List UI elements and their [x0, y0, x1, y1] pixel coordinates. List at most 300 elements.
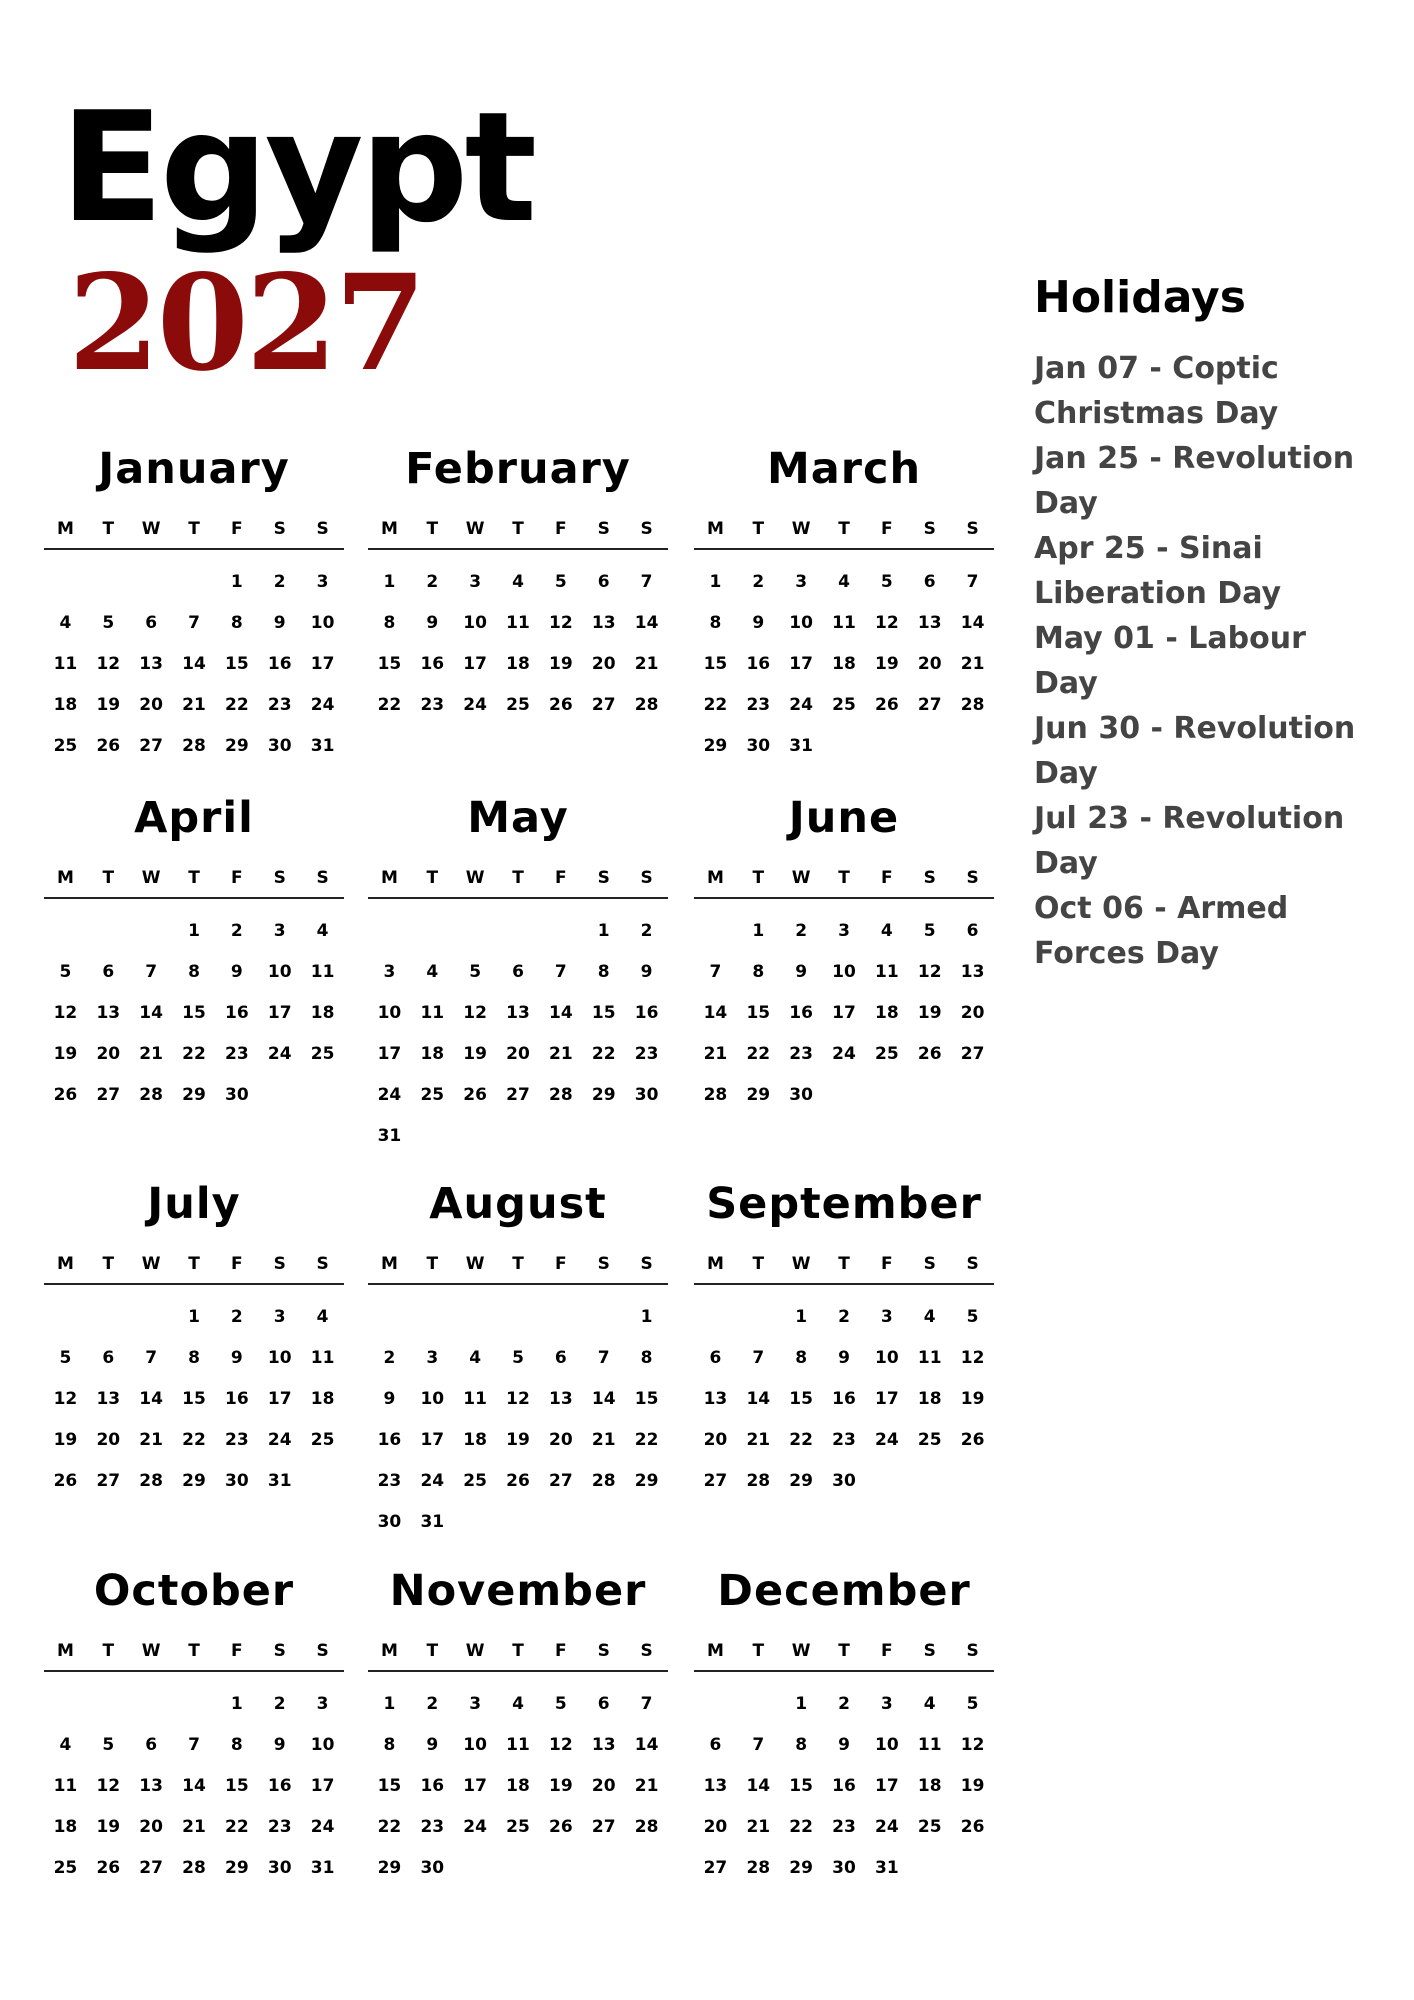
day-cell: 22 — [789, 1430, 813, 1450]
day-cell: 13 — [139, 654, 163, 674]
day-cell: 30 — [225, 1471, 249, 1491]
day-cell: 21 — [182, 1817, 206, 1837]
day-cell: 15 — [789, 1776, 813, 1796]
day-cell: 14 — [703, 1003, 728, 1023]
day-cell: 4 — [59, 613, 72, 633]
day-grid — [368, 1297, 668, 1543]
day-cell: 8 — [188, 962, 200, 982]
day-cell: 26 — [960, 1430, 985, 1450]
day-cell: 29 — [634, 1471, 659, 1491]
weekday-label: F — [231, 1254, 243, 1274]
day-cell: 19 — [96, 1817, 121, 1837]
weekday-label: M — [56, 1641, 74, 1661]
day-cell: 22 — [703, 695, 728, 715]
empty-cell — [539, 1297, 582, 1338]
day-cell: 17 — [875, 1776, 899, 1796]
empty-cell — [694, 1297, 737, 1338]
day-cell: 8 — [795, 1348, 808, 1368]
day-cell: 26 — [96, 736, 121, 756]
weekday-label: S — [966, 868, 979, 888]
month-march — [694, 444, 994, 767]
holiday-item: Jun 30 - Revolution Day — [1034, 711, 1356, 791]
empty-cell — [497, 911, 540, 952]
weekday-label: F — [555, 1641, 567, 1661]
day-cell: 8 — [709, 613, 722, 633]
day-cell: 10 — [875, 1735, 899, 1755]
day-cell: 1 — [188, 921, 200, 941]
weekday-label: F — [881, 1641, 893, 1661]
day-cell: 14 — [139, 1003, 163, 1023]
day-cell: 16 — [225, 1389, 249, 1409]
weekday-label: M — [380, 519, 398, 539]
day-cell: 7 — [188, 1735, 200, 1755]
year-title: 2027 — [68, 246, 424, 401]
weekday-header — [694, 518, 994, 550]
day-cell: 11 — [832, 613, 856, 633]
month-name: November — [389, 1566, 647, 1616]
weekday-label: T — [102, 868, 115, 888]
day-cell: 23 — [420, 695, 445, 715]
day-cell: 6 — [597, 572, 610, 592]
day-cell: 17 — [377, 1044, 402, 1064]
empty-cell — [454, 911, 497, 952]
day-cell: 10 — [789, 613, 813, 633]
day-cell: 17 — [310, 654, 335, 674]
day-cell: 23 — [832, 1817, 856, 1837]
weekday-label: W — [141, 1254, 161, 1274]
day-cell: 10 — [377, 1003, 402, 1023]
weekday-header — [694, 1253, 994, 1285]
weekday-label: F — [555, 519, 567, 539]
day-cell: 18 — [832, 654, 856, 674]
day-cell: 31 — [875, 1858, 899, 1878]
day-cell: 19 — [549, 1776, 573, 1796]
weekday-label: T — [512, 1254, 524, 1274]
day-cell: 18 — [420, 1044, 445, 1064]
day-cell: 11 — [463, 1389, 487, 1409]
day-grid — [694, 562, 994, 767]
day-cell: 12 — [549, 1735, 573, 1755]
day-cell: 15 — [225, 654, 249, 674]
month-january — [44, 444, 344, 767]
month-december — [694, 1566, 994, 1889]
month-february — [368, 444, 668, 726]
day-cell: 5 — [469, 962, 482, 982]
day-cell: 2 — [426, 1694, 439, 1714]
weekday-label: F — [231, 868, 243, 888]
day-cell: 21 — [182, 695, 206, 715]
weekday-label: T — [102, 519, 115, 539]
day-cell: 2 — [273, 1694, 286, 1714]
weekday-label: M — [706, 1641, 724, 1661]
month-name: April — [134, 793, 254, 843]
country-title: Egypt — [60, 79, 534, 256]
day-cell: 2 — [640, 921, 653, 941]
weekday-label: M — [380, 1254, 398, 1274]
day-cell: 16 — [420, 654, 445, 674]
empty-cell — [173, 1684, 216, 1725]
day-cell: 3 — [316, 1694, 329, 1714]
day-cell: 11 — [875, 962, 899, 982]
day-cell: 18 — [875, 1003, 899, 1023]
weekday-header — [44, 1253, 344, 1285]
day-cell: 4 — [316, 921, 329, 941]
day-cell: 23 — [789, 1044, 813, 1064]
day-cell: 12 — [506, 1389, 530, 1409]
day-cell: 27 — [506, 1085, 530, 1105]
day-cell: 6 — [145, 613, 158, 633]
day-cell: 31 — [789, 736, 813, 756]
weekday-label: W — [791, 868, 811, 888]
day-cell: 3 — [383, 962, 396, 982]
holidays-panel — [1034, 272, 1379, 976]
day-cell: 17 — [267, 1389, 292, 1409]
month-may — [368, 793, 668, 1157]
weekday-label: F — [881, 519, 893, 539]
month-september — [694, 1179, 994, 1502]
day-cell: 28 — [182, 1858, 206, 1878]
day-cell: 11 — [506, 1735, 530, 1755]
day-cell: 19 — [53, 1430, 78, 1450]
day-cell: 13 — [917, 613, 942, 633]
month-name: March — [766, 444, 922, 494]
month-name: August — [429, 1179, 607, 1229]
day-cell: 24 — [789, 695, 813, 715]
day-cell: 7 — [188, 613, 200, 633]
day-grid — [694, 911, 994, 1116]
empty-cell — [411, 911, 454, 952]
weekday-label: S — [966, 1254, 979, 1274]
weekday-label: S — [316, 1641, 329, 1661]
day-cell: 18 — [53, 695, 78, 715]
day-cell: 28 — [703, 1085, 728, 1105]
weekday-label: F — [555, 1254, 567, 1274]
day-cell: 26 — [875, 695, 899, 715]
weekday-label: T — [188, 868, 200, 888]
day-grid — [368, 562, 668, 726]
month-july — [44, 1179, 344, 1502]
day-cell: 21 — [139, 1430, 163, 1450]
day-cell: 6 — [923, 572, 936, 592]
day-cell: 27 — [96, 1085, 121, 1105]
day-cell: 26 — [96, 1858, 121, 1878]
day-cell: 2 — [230, 921, 243, 941]
day-cell: 1 — [188, 1307, 200, 1327]
day-cell: 3 — [316, 572, 329, 592]
weekday-label: W — [791, 1254, 811, 1274]
day-cell: 1 — [383, 1694, 396, 1714]
day-cell: 27 — [703, 1471, 728, 1491]
day-cell: 25 — [506, 1817, 530, 1837]
weekday-label: T — [752, 519, 765, 539]
day-cell: 29 — [789, 1471, 813, 1491]
day-cell: 20 — [591, 654, 616, 674]
day-cell: 14 — [182, 1776, 206, 1796]
empty-cell — [130, 1684, 173, 1725]
day-cell: 4 — [469, 1348, 482, 1368]
weekday-label: W — [141, 519, 161, 539]
day-cell: 28 — [182, 736, 206, 756]
weekday-label: T — [188, 519, 200, 539]
day-cell: 31 — [267, 1471, 292, 1491]
day-cell: 6 — [512, 962, 524, 982]
day-cell: 20 — [139, 695, 163, 715]
weekday-label: T — [512, 868, 524, 888]
holidays-title: Holidays — [1034, 272, 1246, 323]
month-name: September — [706, 1179, 982, 1229]
empty-cell — [87, 911, 130, 952]
day-cell: 14 — [139, 1389, 163, 1409]
day-cell: 15 — [746, 1003, 771, 1023]
weekday-label: T — [512, 519, 524, 539]
weekday-header — [368, 518, 668, 550]
day-cell: 30 — [832, 1471, 856, 1491]
day-cell: 13 — [960, 962, 985, 982]
day-grid — [44, 1297, 344, 1502]
day-cell: 10 — [310, 1735, 335, 1755]
day-cell: 27 — [139, 736, 163, 756]
day-cell: 9 — [640, 962, 653, 982]
day-cell: 22 — [225, 1817, 249, 1837]
day-cell: 22 — [746, 1044, 771, 1064]
day-cell: 25 — [463, 1471, 487, 1491]
day-cell: 5 — [923, 921, 936, 941]
day-cell: 2 — [838, 1694, 850, 1714]
weekday-label: W — [141, 868, 161, 888]
day-cell: 21 — [960, 654, 985, 674]
day-cell: 4 — [512, 1694, 524, 1714]
weekday-label: W — [791, 519, 811, 539]
month-october — [44, 1566, 344, 1889]
day-cell: 24 — [463, 695, 487, 715]
weekday-label: S — [923, 868, 936, 888]
day-cell: 23 — [267, 695, 292, 715]
day-cell: 22 — [377, 695, 402, 715]
weekday-header — [368, 1640, 668, 1672]
day-cell: 2 — [383, 1348, 396, 1368]
day-cell: 16 — [377, 1430, 402, 1450]
day-cell: 10 — [832, 962, 856, 982]
day-cell: 28 — [746, 1858, 771, 1878]
weekday-header — [44, 1640, 344, 1672]
empty-cell — [737, 1684, 780, 1725]
day-cell: 23 — [746, 695, 771, 715]
day-cell: 6 — [145, 1735, 158, 1755]
day-cell: 3 — [838, 921, 850, 941]
day-cell: 11 — [310, 962, 335, 982]
weekday-label: T — [188, 1254, 200, 1274]
day-cell: 12 — [96, 1776, 121, 1796]
day-cell: 24 — [420, 1471, 445, 1491]
weekday-label: S — [597, 1641, 610, 1661]
day-cell: 18 — [506, 654, 530, 674]
day-cell: 13 — [96, 1389, 121, 1409]
day-cell: 23 — [377, 1471, 402, 1491]
day-cell: 15 — [634, 1389, 659, 1409]
weekday-label: W — [465, 1254, 485, 1274]
day-cell: 15 — [789, 1389, 813, 1409]
weekday-header — [694, 867, 994, 899]
empty-cell — [694, 1684, 737, 1725]
day-cell: 24 — [463, 1817, 487, 1837]
day-cell: 14 — [634, 613, 659, 633]
day-cell: 13 — [703, 1389, 728, 1409]
day-cell: 17 — [310, 1776, 335, 1796]
weekday-label: T — [512, 1641, 524, 1661]
day-cell: 21 — [634, 1776, 659, 1796]
day-cell: 27 — [591, 695, 616, 715]
weekday-label: W — [465, 1641, 485, 1661]
weekday-label: M — [380, 868, 398, 888]
month-name: October — [93, 1566, 295, 1616]
day-grid — [44, 562, 344, 767]
empty-cell — [368, 911, 411, 952]
empty-cell — [44, 911, 87, 952]
day-cell: 20 — [960, 1003, 985, 1023]
day-cell: 12 — [549, 613, 573, 633]
day-cell: 3 — [880, 1694, 893, 1714]
day-cell: 10 — [420, 1389, 445, 1409]
day-cell: 20 — [139, 1817, 163, 1837]
day-cell: 30 — [420, 1858, 445, 1878]
day-cell: 5 — [880, 572, 893, 592]
day-cell: 26 — [53, 1085, 78, 1105]
day-cell: 22 — [182, 1430, 206, 1450]
day-cell: 29 — [746, 1085, 771, 1105]
day-cell: 6 — [597, 1694, 610, 1714]
weekday-label: T — [838, 1641, 850, 1661]
day-cell: 14 — [746, 1776, 771, 1796]
day-cell: 28 — [746, 1471, 771, 1491]
month-name: July — [147, 1179, 241, 1229]
day-cell: 25 — [420, 1085, 445, 1105]
day-cell: 5 — [966, 1694, 979, 1714]
day-cell: 31 — [310, 736, 335, 756]
day-cell: 31 — [377, 1126, 402, 1146]
weekday-label: T — [838, 519, 850, 539]
weekday-label: F — [231, 519, 243, 539]
weekday-label: T — [426, 519, 439, 539]
day-cell: 14 — [746, 1389, 771, 1409]
day-cell: 29 — [182, 1471, 206, 1491]
weekday-label: T — [426, 1641, 439, 1661]
day-cell: 10 — [875, 1348, 899, 1368]
day-cell: 21 — [703, 1044, 728, 1064]
day-cell: 12 — [96, 654, 121, 674]
day-cell: 26 — [506, 1471, 530, 1491]
day-cell: 16 — [746, 654, 771, 674]
weekday-label: W — [791, 1641, 811, 1661]
day-cell: 1 — [230, 572, 243, 592]
day-cell: 9 — [838, 1348, 850, 1368]
day-cell: 23 — [225, 1044, 249, 1064]
day-cell: 1 — [795, 1307, 808, 1327]
day-cell: 17 — [463, 654, 487, 674]
day-cell: 3 — [795, 572, 808, 592]
day-cell: 9 — [230, 962, 243, 982]
day-cell: 8 — [383, 1735, 396, 1755]
day-cell: 5 — [512, 1348, 524, 1368]
day-cell: 11 — [53, 1776, 78, 1796]
day-grid — [694, 1684, 994, 1889]
day-cell: 4 — [426, 962, 439, 982]
day-grid — [694, 1297, 994, 1502]
weekday-label: S — [923, 1254, 936, 1274]
day-cell: 11 — [53, 654, 78, 674]
month-name: February — [405, 444, 631, 494]
day-cell: 31 — [420, 1512, 445, 1532]
day-cell: 27 — [96, 1471, 121, 1491]
day-grid — [44, 911, 344, 1116]
day-cell: 13 — [549, 1389, 573, 1409]
day-cell: 3 — [273, 1307, 286, 1327]
day-cell: 19 — [549, 654, 573, 674]
day-cell: 11 — [917, 1735, 942, 1755]
weekday-label: F — [231, 1641, 243, 1661]
day-cell: 27 — [703, 1858, 728, 1878]
weekday-label: M — [706, 519, 724, 539]
day-cell: 28 — [634, 1817, 659, 1837]
day-cell: 14 — [549, 1003, 573, 1023]
day-cell: 12 — [960, 1348, 985, 1368]
day-cell: 11 — [506, 613, 530, 633]
day-cell: 31 — [310, 1858, 335, 1878]
day-cell: 9 — [273, 1735, 286, 1755]
holiday-item: Jan 25 - Revolution Day — [1034, 441, 1355, 521]
day-cell: 26 — [53, 1471, 78, 1491]
day-cell: 9 — [273, 613, 286, 633]
weekday-label: M — [706, 868, 724, 888]
day-cell: 6 — [966, 921, 979, 941]
day-cell: 4 — [316, 1307, 329, 1327]
day-cell: 14 — [634, 1735, 659, 1755]
day-cell: 23 — [267, 1817, 292, 1837]
weekday-header — [694, 1640, 994, 1672]
day-cell: 18 — [310, 1389, 335, 1409]
day-cell: 12 — [960, 1735, 985, 1755]
day-cell: 30 — [267, 1858, 292, 1878]
day-cell: 8 — [188, 1348, 200, 1368]
day-cell: 6 — [102, 962, 115, 982]
weekday-label: T — [188, 1641, 200, 1661]
day-cell: 9 — [383, 1389, 396, 1409]
day-cell: 15 — [182, 1003, 206, 1023]
day-cell: 17 — [832, 1003, 856, 1023]
day-cell: 1 — [640, 1307, 653, 1327]
day-cell: 18 — [506, 1776, 530, 1796]
day-cell: 7 — [554, 962, 567, 982]
weekday-label: F — [881, 868, 893, 888]
day-cell: 17 — [463, 1776, 487, 1796]
day-cell: 19 — [960, 1389, 985, 1409]
day-cell: 12 — [53, 1389, 78, 1409]
day-cell: 26 — [463, 1085, 487, 1105]
day-cell: 7 — [752, 1348, 765, 1368]
day-cell: 4 — [838, 572, 850, 592]
weekday-label: M — [56, 519, 74, 539]
day-cell: 2 — [230, 1307, 243, 1327]
day-cell: 25 — [310, 1044, 335, 1064]
day-cell: 29 — [789, 1858, 813, 1878]
day-cell: 26 — [960, 1817, 985, 1837]
weekday-label: T — [752, 1254, 765, 1274]
day-cell: 4 — [880, 921, 893, 941]
day-cell: 28 — [549, 1085, 573, 1105]
day-cell: 28 — [634, 695, 659, 715]
day-cell: 24 — [875, 1817, 899, 1837]
day-cell: 10 — [463, 613, 487, 633]
day-cell: 13 — [591, 1735, 616, 1755]
